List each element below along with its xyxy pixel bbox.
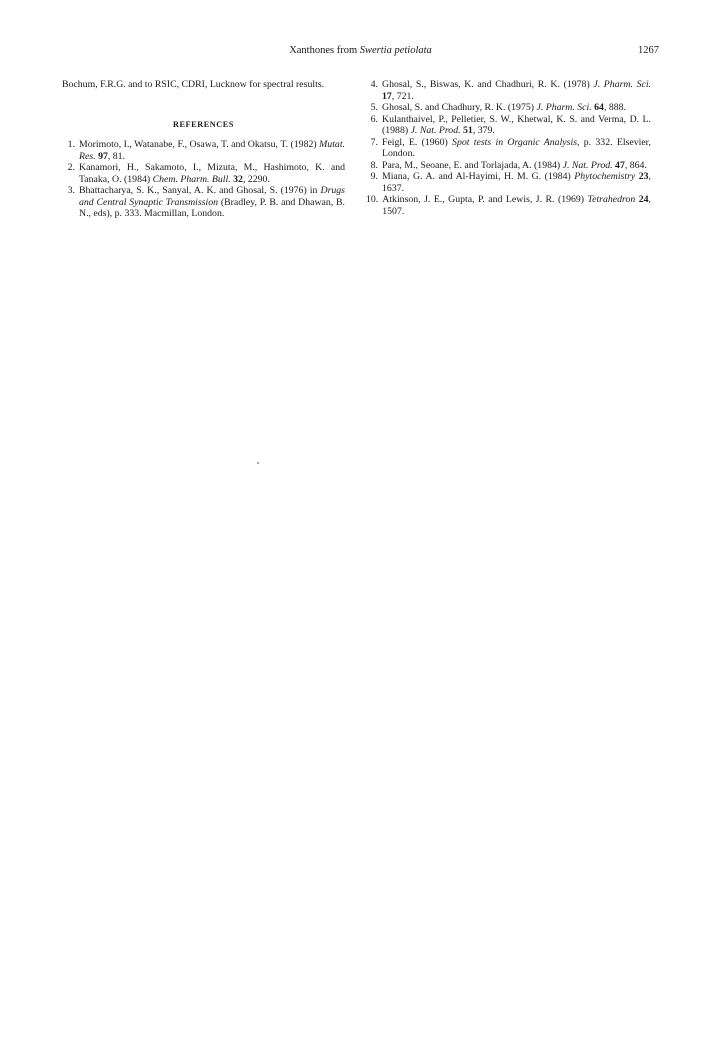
reference-number: 4. — [370, 79, 378, 90]
reference-pages: , 888. — [603, 102, 626, 113]
reference-text — [382, 160, 651, 172]
reference-text — [382, 114, 651, 137]
reference-journal: J. Nat. Prod. — [562, 159, 613, 171]
reference-number: 5. — [370, 102, 378, 113]
reference-number: 8. — [370, 159, 378, 171]
running-title — [0, 45, 721, 56]
reference-volume: 64 — [594, 102, 604, 113]
reference-item — [366, 79, 651, 102]
reference-text — [382, 171, 651, 194]
reference-pages: , p. 332. Elsevier, London. — [382, 136, 652, 159]
reference-number: 3. — [67, 185, 75, 196]
reference-journal: Tetrahedron — [587, 194, 636, 205]
reference-volume: 23 — [638, 171, 649, 182]
reference-item — [366, 102, 651, 114]
reference-authors: Ghosal, S., Biswas, K. and Chadhuri, R. K. (1978) — [382, 79, 594, 90]
scan-speck — [257, 462, 259, 464]
reference-item — [366, 137, 651, 160]
reference-authors: Atkinson, J. E., Gupta, P. and Lewis, J. R. (1969) — [382, 194, 588, 205]
reference-volume: 32 — [233, 173, 243, 185]
acknowledgement-paragraph: Bochum, F.R.G. and to RSIC, CDRI, Lucknow for spectral results. — [62, 79, 325, 90]
running-title-text: Xanthones from — [289, 45, 360, 56]
reference-item — [366, 171, 651, 194]
reference-journal: Mutat. Res. — [79, 139, 345, 162]
reference-number: 1. — [67, 139, 75, 150]
reference-journal: J. Nat. Prod. — [410, 125, 461, 136]
reference-journal: Chem. Pharm. Bull. — [152, 173, 231, 185]
reference-pages: , 1637. — [382, 171, 651, 194]
reference-authors: Kulanthaivel, P., Pelletier, S. W., Khetwal, K. S. and Verma, D. L. (1988) — [382, 113, 651, 136]
reference-item — [366, 160, 651, 172]
reference-number: 10. — [366, 194, 379, 205]
reference-pages: , 721. — [391, 90, 414, 102]
reference-volume: 47 — [615, 159, 625, 171]
reference-list-right — [366, 79, 651, 217]
reference-journal: Spot tests in Organic Analysis — [452, 136, 578, 148]
reference-text — [79, 185, 345, 220]
reference-volume: 17 — [382, 90, 392, 102]
running-title-species: Swertia petiolata — [359, 45, 432, 56]
reference-list-left — [62, 139, 345, 220]
reference-number: 9. — [370, 171, 378, 182]
reference-pages: , 379. — [472, 125, 495, 136]
reference-authors: Feigl, E. (1960) — [382, 136, 453, 148]
reference-journal: Drugs and Central Synaptic Transmission — [79, 185, 345, 208]
reference-item — [62, 139, 345, 162]
reference-authors: Kanamori, H., Sakamoto, I., Mizuta, M., Hashimoto, K. and Tanaka, O. (1984) — [79, 162, 345, 185]
running-header — [0, 45, 721, 59]
reference-journal: J. Pharm. Sci. — [536, 102, 592, 113]
reference-authors: Morimoto, I., Watanabe, F., Osawa, T. and Okatsu, T. (1982) — [79, 139, 320, 150]
page-number: 1267 — [638, 45, 659, 56]
reference-pages: , 81. — [107, 150, 126, 162]
reference-text — [79, 162, 345, 185]
reference-number: 7. — [370, 136, 378, 148]
reference-text — [382, 79, 651, 102]
reference-text — [382, 194, 651, 217]
reference-item — [366, 114, 651, 137]
reference-authors: Ghosal, S. and Chadhury, R. K. (1975) — [382, 102, 537, 113]
reference-pages: , 1507. — [382, 194, 651, 217]
left-column — [62, 79, 345, 220]
reference-item — [62, 162, 345, 185]
reference-volume: 24 — [638, 194, 649, 205]
reference-journal: J. Pharm. Sci. — [593, 79, 651, 90]
reference-pages: , 2290. — [242, 173, 270, 185]
reference-authors: Para, M., Seoane, E. and Torlajada, A. (1984) — [382, 159, 563, 171]
reference-number: 6. — [370, 113, 378, 125]
reference-pages: (Bradley, P. B. and Dhawan, B. N., eds), p. 333. Macmillan, London. — [79, 196, 345, 219]
reference-item — [62, 185, 345, 220]
right-column — [366, 79, 651, 217]
reference-item — [366, 194, 651, 217]
reference-number: 2. — [67, 162, 75, 173]
reference-text — [382, 102, 651, 114]
reference-authors: Bhattacharya, S. K., Sanyal, A. K. and Ghosal, S. (1976) in — [79, 185, 321, 196]
reference-volume: 97 — [98, 150, 108, 162]
reference-text — [79, 139, 345, 162]
reference-volume: 51 — [463, 125, 473, 136]
reference-pages: , 864. — [624, 159, 647, 171]
reference-text — [382, 137, 651, 160]
reference-journal: Phytochemistry — [574, 171, 636, 182]
references-heading: REFERENCES — [172, 119, 235, 129]
reference-authors: Miana, G. A. and Al-Hayimi, H. M. G. (1984) — [382, 171, 575, 182]
